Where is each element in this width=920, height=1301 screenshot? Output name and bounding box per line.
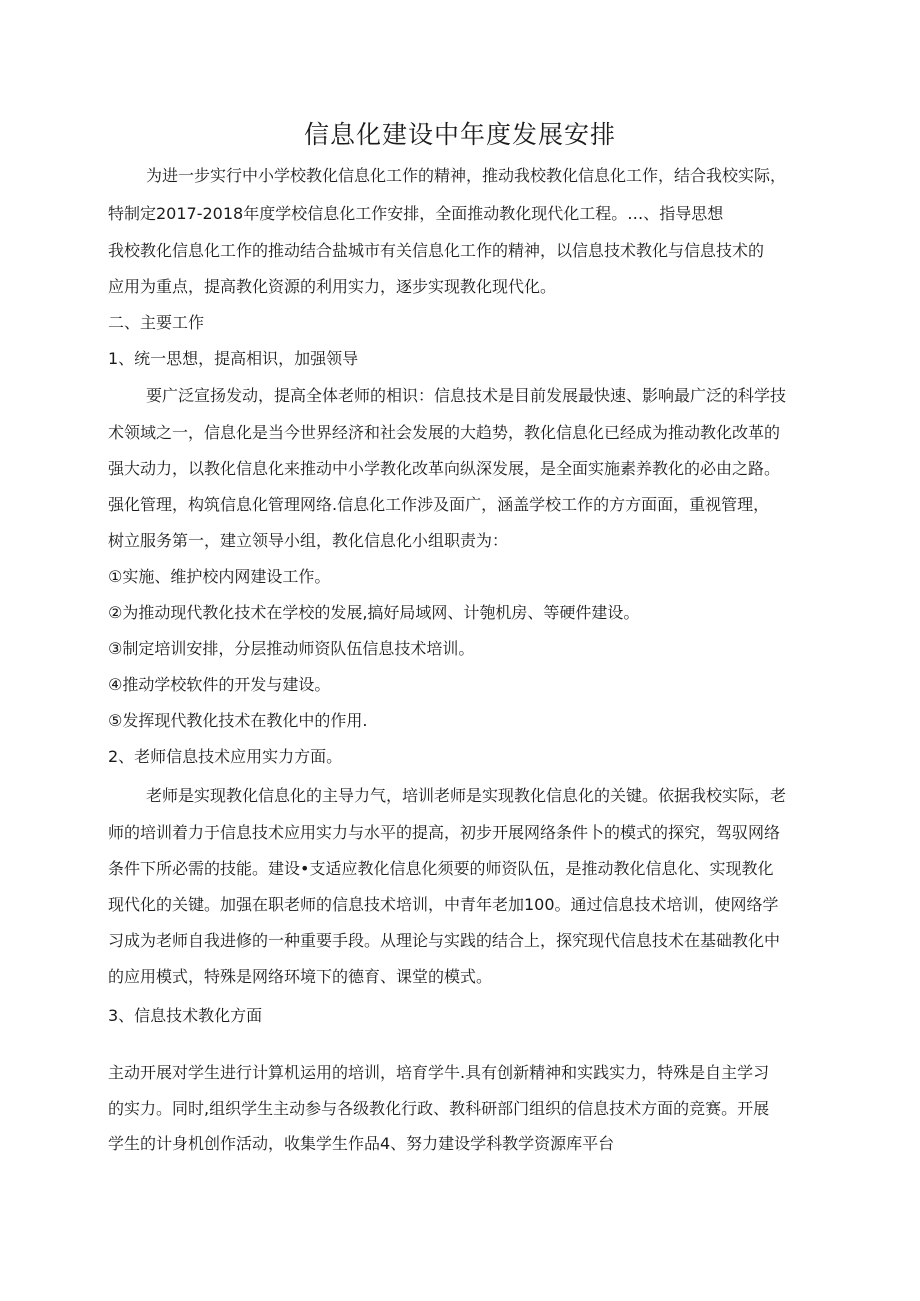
list-item: ③制定培训安排，分层推动师资队伍信息技术培训。 bbox=[108, 639, 475, 658]
text-line: 的实力。同时,组织学生主动参与各级教化行政、教科研部门组织的信息技术方面的竞赛。开展 bbox=[108, 1099, 770, 1118]
text-line: 特制定2017-2018年度学校信息化工作安排，全面推动教化现代化工程。…、指导思想 bbox=[108, 204, 724, 223]
list-item: ②为推动现代教化技术在学校的发展,搞好局域网、计匏机房、等硬件建设。 bbox=[108, 603, 640, 622]
text-line: 强大动力，以教化信息化来推动中小学教化改革向纵深发展，是全面实施素养教化的必由之路。 bbox=[108, 459, 781, 478]
text-line: 为进一步实行中小学校教化信息化工作的精神，推动我校教化信息化工作，结合我校实际， bbox=[146, 166, 787, 185]
text-line: 应用为重点，提高教化资源的利用实力，逐步实现教化现代化。 bbox=[108, 277, 557, 296]
text-line: 我校教化信息化工作的推动结合盐城市有关信息化工作的精神，以信息技术教化与信息技术的 bbox=[108, 241, 765, 260]
subsection-heading: 3、信息技术教化方面 bbox=[108, 1006, 263, 1025]
text-line: 师的培训着力于信息技术应用实力与水平的提高，初步开展网络条件卜的模式的探究，驾驭网络 bbox=[108, 823, 781, 842]
text-line: 术领域之一，信息化是当今世界经济和社会发展的大趋势，教化信息化已经成为推动教化改革的 bbox=[108, 423, 781, 442]
section-heading: 二、主要工作 bbox=[108, 313, 205, 332]
text-line: 树立服务第一，建立领导小组，教化信息化小组职责为： bbox=[108, 531, 509, 550]
text-line: 强化管理，构筑信息化管理网络.信息化工作涉及面广，涵盖学校工作的方方面面，重视管理， bbox=[108, 495, 770, 514]
text-line: 老师是实现教化信息化的主导力气，培训老师是实现教化信息化的关键。依据我校实际，老 bbox=[146, 786, 787, 805]
text-line: 习成为老师自我进修的一种重要手段。从理论与实践的结合上，探究现代信息技术在基础教化中 bbox=[108, 931, 781, 950]
list-item: ⑤发挥现代教化技术在教化中的作用. bbox=[108, 711, 368, 730]
text-line: 要广泛宣扬发动，提高全体老师的相识：信息技术是目前发展最快速、影响最广泛的科学技 bbox=[146, 386, 787, 405]
list-item: ①实施、维护校内网建设工作。 bbox=[108, 567, 331, 586]
text-line: 学生的计身机创作活动，收集学生作品4、努力建设学科教学资源库平台 bbox=[108, 1134, 615, 1153]
list-item: ④推动学校软件的开发与建设。 bbox=[108, 675, 331, 694]
subsection-heading: 1、统一思想，提高相识，加强领导 bbox=[108, 349, 359, 368]
text-line: 条件下所必需的技能。建设•支适应教化信息化须要的师资队伍，是推动教化信息化、实现教化 bbox=[108, 859, 774, 878]
text-line: 主动开展对学生进行计算机运用的培训，培育学牛.具有创新精神和实践实力，特殊是自主学习 bbox=[108, 1063, 770, 1082]
text-line: 现代化的关键。加强在职老师的信息技术培训，中青年老加100。通过信息技术培训，使网络学 bbox=[108, 895, 779, 914]
text-line: 的应用模式，特殊是网络环境下的德育、课堂的模式。 bbox=[108, 967, 493, 986]
subsection-heading: 2、老师信息技术应用实力方面。 bbox=[108, 747, 343, 766]
document-title: 信息化建设中年度发展安排 bbox=[303, 120, 616, 149]
